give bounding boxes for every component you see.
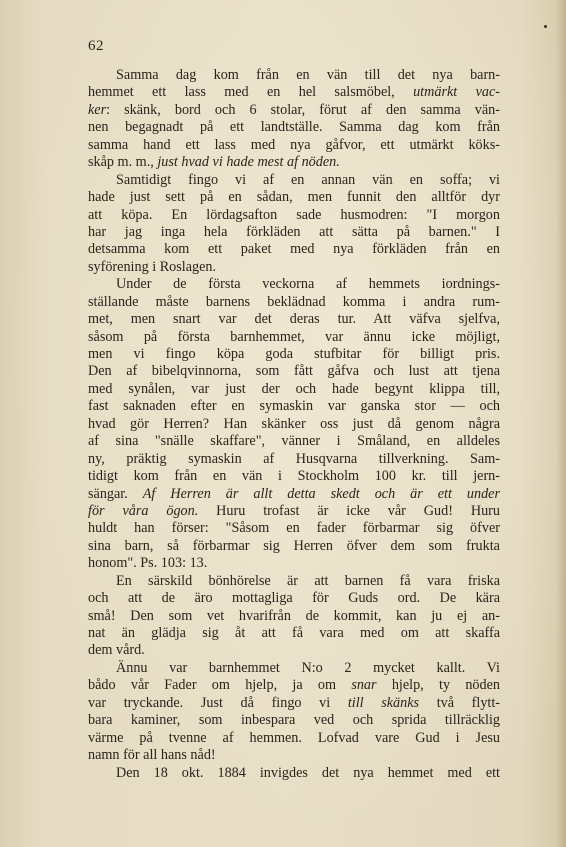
- text-line: [88, 137, 500, 154]
- ink-speck: [544, 25, 547, 28]
- text-line: [88, 189, 500, 206]
- text-run: Den af bibelqvinnorna, som fått gåfva och lust att tjena: [88, 363, 500, 380]
- text-run: fast saknaden efter en symaskin var ganska stor — och: [88, 398, 500, 415]
- text-run: samma hand ett lass med nya gåfvor, ett utmärkt köks-: [88, 136, 500, 153]
- text-line: [88, 660, 500, 677]
- text-run: Samma dag kom från en vän till det nya barn-: [116, 67, 500, 83]
- text-line: [88, 346, 500, 363]
- page-edge-shadow: [556, 0, 566, 847]
- text-run: ny, präktig symaskin af Husqvarna tillverkning. Sam-: [88, 450, 500, 467]
- text-run: dem vård.: [88, 642, 145, 659]
- text-line: [88, 468, 500, 485]
- text-line: [88, 555, 500, 572]
- text-line: [88, 416, 500, 433]
- italic-text-run: just hvad vi hade mest af nöden.: [157, 154, 340, 171]
- text-run: nat än glädja sig åt att få vara med om att skaffa: [88, 625, 500, 641]
- text-line: [88, 67, 500, 84]
- text-run: hade just sett på en sådan, men funnit den alltför dyr: [88, 189, 500, 206]
- text-run: met, men snart var det deras tur. Att väfva sjelfva,: [88, 311, 500, 328]
- text-line: [88, 590, 500, 607]
- text-run: namn för all hans nåd!: [88, 747, 216, 764]
- text-line: [88, 311, 500, 328]
- text-line: [88, 538, 500, 555]
- text-line: [88, 625, 500, 642]
- text-run: Ännu var barnhemmet N:o 2 mycket kallt. Vi: [116, 659, 500, 676]
- italic-text-run: utmärkt vac-: [413, 84, 500, 101]
- text-run: med synålen, var just der och hade begynt klippa till,: [88, 380, 500, 397]
- text-run: bara kaminer, som inbespara ved och sprida tillräcklig: [88, 712, 500, 729]
- text-run: var tryckande. Just då fingo vi: [88, 694, 348, 711]
- text-line: [88, 329, 500, 346]
- text-run: hvad gör Herren? Han skänker oss just då genom några: [88, 415, 500, 432]
- italic-text-run: för våra ögon.: [88, 502, 199, 519]
- body-text: [88, 67, 500, 782]
- text-run: sängar.: [88, 485, 143, 502]
- text-line: [88, 520, 500, 537]
- text-run: : skänk, bord och 6 stolar, förut af den samma vän-: [106, 101, 500, 118]
- text-line: [88, 294, 500, 311]
- text-line: [88, 712, 500, 729]
- italic-text-run: Af Herren är allt detta skedt och är ett under: [142, 485, 500, 502]
- text-line: [88, 381, 500, 398]
- text-line: [88, 642, 500, 659]
- text-line: [88, 84, 500, 101]
- text-line: [88, 224, 500, 241]
- text-line: [88, 172, 500, 189]
- text-line: [88, 695, 500, 712]
- text-line: [88, 608, 500, 625]
- text-run: såsom på första barnhemmet, var ännu icke möjligt,: [88, 328, 500, 345]
- text-line: [88, 765, 500, 782]
- text-run: har jag inga hela förkläden att sätta på barnen." I: [88, 223, 500, 240]
- text-line: [88, 119, 500, 136]
- text-run: hemmet ett lass med en hel salsmöbel,: [88, 84, 414, 101]
- text-line: [88, 451, 500, 468]
- text-run: två flytt-: [419, 694, 501, 711]
- text-run: Den 18 okt. 1884 invigdes det nya hemmet med ett: [116, 764, 500, 781]
- text-line: [88, 207, 500, 224]
- text-line: [88, 730, 500, 747]
- text-run: bådo vår Fader om hjelp, ja om: [88, 677, 352, 694]
- text-line: [88, 241, 500, 258]
- text-line: [88, 503, 500, 520]
- text-line: [88, 747, 500, 764]
- text-run: tidigt kom från en vän i Stockholm 100 kr. till jern-: [88, 468, 500, 485]
- text-run: små! Den som vet hvarifrån de kommit, kan ju ej an-: [88, 607, 500, 624]
- text-run: nen begagnadt på ett landtställe. Samma dag kom från: [88, 119, 500, 136]
- italic-text-run: snar: [351, 677, 377, 694]
- text-line: [88, 433, 500, 450]
- text-line: [88, 276, 500, 293]
- text-line: [88, 259, 500, 276]
- text-run: sina barn, så förbarmar sig Herren öfver dem som frukta: [88, 537, 500, 554]
- text-run: huldt han förser: "Såsom en fader förbarmar sig öfver: [88, 520, 500, 537]
- text-run: syförening i Roslagen.: [88, 258, 217, 275]
- text-run: af sina "snälle skaffare", vänner i Småland, en alldeles: [88, 433, 500, 450]
- text-run: En särskild bönhörelse är att barnen få vara friska: [116, 572, 500, 589]
- text-line: [88, 677, 500, 694]
- text-run: att köpa. En lördagsafton sade husmodren: "I morgon: [88, 206, 500, 223]
- text-line: [88, 102, 500, 119]
- text-run: och att de äro mottagliga för Guds ord. De kära: [88, 590, 500, 607]
- text-line: [88, 486, 500, 503]
- text-run: men vi fingo köpa goda stufbitar för billigt pris.: [88, 346, 500, 362]
- text-run: Huru trofast är icke vår Gud! Huru: [198, 502, 500, 519]
- italic-text-run: till skänks: [347, 694, 420, 711]
- text-line: [88, 398, 500, 415]
- italic-text-run: ker: [88, 101, 107, 118]
- text-run: Samtidigt fingo vi af en annan vän en soffa; vi: [116, 171, 500, 188]
- text-run: skåp m. m.,: [88, 154, 158, 171]
- text-run: ställande måste barnens beklädnad komma i andra rum-: [88, 293, 500, 310]
- text-run: detsamma kom ett paket med nya förkläden från en: [88, 241, 500, 258]
- text-line: [88, 363, 500, 380]
- page-number: 62: [88, 38, 104, 54]
- text-line: [88, 154, 500, 171]
- text-run: värme på tvenne af hemmen. Lofvad vare Gud i Jesu: [88, 729, 500, 746]
- text-run: hjelp, ty nöden: [376, 677, 500, 694]
- text-run: Under de första veckorna af hemmets iordnings-: [116, 276, 500, 293]
- text-line: [88, 573, 500, 590]
- text-run: honom". Ps. 103: 13.: [88, 555, 208, 572]
